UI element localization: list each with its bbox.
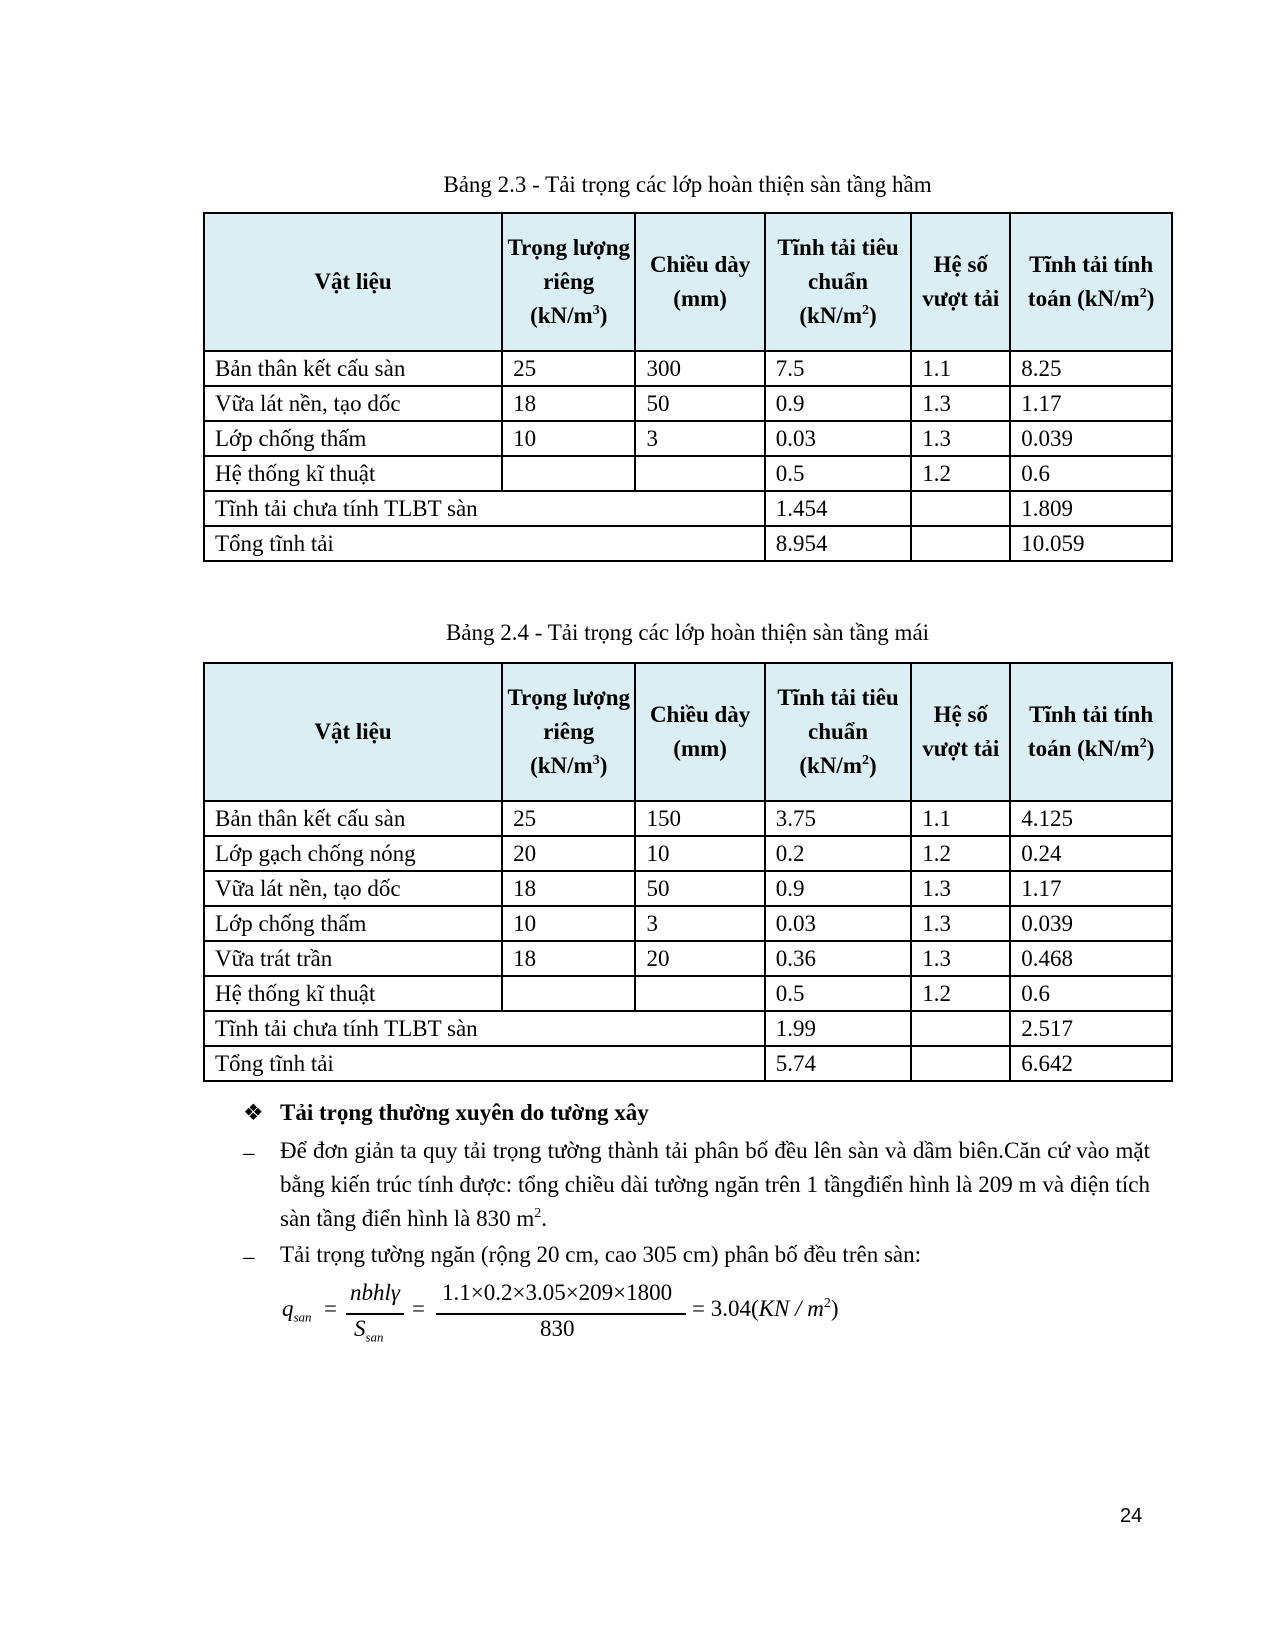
cell: Vữa trát trần	[204, 941, 502, 976]
cell	[911, 1046, 1010, 1081]
cell: 1.2	[911, 836, 1010, 871]
header-design-load: Tĩnh tải tính toán $(kN/m^2)$	[1010, 213, 1172, 351]
header-std-load: Tĩnh tải tiêu chuẩn $(kN/m^2)$	[765, 213, 912, 351]
cell: Hệ thống kĩ thuật	[204, 456, 502, 491]
cell: Tổng tĩnh tải	[204, 526, 765, 561]
cell	[635, 976, 764, 1011]
header-thickness: Chiều dày (mm)	[635, 213, 764, 351]
cell: 18	[502, 941, 635, 976]
cell: 150	[635, 801, 764, 836]
cell: 1.2	[911, 456, 1010, 491]
formula-eq-1: =	[324, 1296, 337, 1321]
cell: 10	[502, 906, 635, 941]
cell: 50	[635, 871, 764, 906]
fraction-bar-2	[436, 1313, 686, 1315]
table-row	[204, 871, 1172, 906]
table-row	[204, 456, 1172, 491]
cell: 3	[635, 421, 764, 456]
cell: 1.17	[1010, 386, 1172, 421]
paragraph-1: Để đơn giản ta quy tải trọng tường thành tải phân bố đều lên sàn và dầm biên.Căn cứ vào mặt bằng kiến trúc tính được: tổng chiều dài tường ngăn trên 1 tầngđiển hình là 209 m và điện tích sàn tầng điển hình là 830 $m^2$.	[280, 1138, 1150, 1231]
cell: 50	[635, 386, 764, 421]
formula-num2: 1.1×0.2×3.05×209×1800	[442, 1280, 673, 1305]
table-row	[204, 526, 1172, 561]
table-row	[204, 351, 1172, 386]
cell: Bản thân kết cấu sàn	[204, 351, 502, 386]
cell: 1.3	[911, 386, 1010, 421]
cell: 1.809	[1010, 491, 1172, 526]
cell: 1.3	[911, 871, 1010, 906]
diamond-bullet-icon: ❖	[243, 1100, 264, 1125]
cell: Vữa lát nền, tạo dốc	[204, 871, 502, 906]
cell: 0.24	[1010, 836, 1172, 871]
cell: Lớp chống thấm	[204, 421, 502, 456]
cell: 0.039	[1010, 906, 1172, 941]
cell: 3	[635, 906, 764, 941]
table-row	[204, 1046, 1172, 1081]
cell	[911, 1011, 1010, 1046]
cell: 0.6	[1010, 456, 1172, 491]
cell: 300	[635, 351, 764, 386]
cell	[635, 456, 764, 491]
cell: 8.954	[765, 526, 912, 561]
wall-load-formula	[282, 1280, 982, 1360]
table-row	[204, 906, 1172, 941]
cell: 1.3	[911, 941, 1010, 976]
formula-lhs: $q_{san}$	[282, 1296, 312, 1325]
table-row	[204, 836, 1172, 871]
cell: 0.5	[765, 456, 912, 491]
page-number: 24	[1120, 1505, 1143, 1527]
header-factor: Hệ số vượt tải	[911, 663, 1010, 801]
cell	[502, 976, 635, 1011]
cell: 1.3	[911, 421, 1010, 456]
cell: 3.75	[765, 801, 912, 836]
cell: 20	[635, 941, 764, 976]
cell: Tổng tĩnh tải	[204, 1046, 765, 1081]
formula-den2: 830	[540, 1316, 575, 1341]
cell: 0.5	[765, 976, 912, 1011]
formula-den1: $S_{san}$	[354, 1316, 384, 1345]
formula-result: = $3.04(KN / m^2)$	[692, 1296, 839, 1321]
fraction-bar-1	[346, 1313, 404, 1315]
table1-header-row	[204, 213, 1172, 351]
paragraph-2: Tải trọng tường ngăn (rộng 20 cm, cao 305 cm) phân bố đều trên sàn:	[280, 1242, 921, 1267]
cell: 1.3	[911, 906, 1010, 941]
table-row	[204, 491, 1172, 526]
table-row	[204, 1011, 1172, 1046]
cell: 1.99	[765, 1011, 912, 1046]
header-std-load: Tĩnh tải tiêu chuẩn $(kN/m^2)$	[765, 663, 912, 801]
table-row	[204, 976, 1172, 1011]
header-unit-weight: Trọng lượng riêng $(kN/m^3)$	[502, 213, 635, 351]
dash-bullet-icon: –	[243, 1244, 255, 1269]
cell: 0.039	[1010, 421, 1172, 456]
table-row	[204, 801, 1172, 836]
cell: Tĩnh tải chưa tính TLBT sàn	[204, 491, 765, 526]
table-row	[204, 421, 1172, 456]
table-row	[204, 941, 1172, 976]
cell	[502, 456, 635, 491]
table1-caption: Bảng 2.3 - Tải trọng các lớp hoàn thiện sàn tầng hầm	[443, 172, 932, 197]
cell: Lớp gạch chống nóng	[204, 836, 502, 871]
formula-eq-2: =	[412, 1296, 425, 1321]
header-unit-weight: Trọng lượng riêng $(kN/m^3)$	[502, 663, 635, 801]
cell: 10	[502, 421, 635, 456]
cell: 0.03	[765, 906, 912, 941]
cell: 5.74	[765, 1046, 912, 1081]
section-heading: Tải trọng thường xuyên do tường xây	[280, 1100, 649, 1125]
header-design-load: Tĩnh tải tính toán $(kN/m^2)$	[1010, 663, 1172, 801]
table2-caption: Bảng 2.4 - Tải trọng các lớp hoàn thiện sàn tầng mái	[445, 620, 930, 645]
cell: 7.5	[765, 351, 912, 386]
cell: 25	[502, 351, 635, 386]
cell: Bản thân kết cấu sàn	[204, 801, 502, 836]
cell: 10	[635, 836, 764, 871]
cell: 6.642	[1010, 1046, 1172, 1081]
cell	[911, 491, 1010, 526]
cell: 25	[502, 801, 635, 836]
table1	[203, 212, 1173, 562]
cell: 1.1	[911, 351, 1010, 386]
header-material: Vật liệu	[204, 663, 502, 801]
cell: 20	[502, 836, 635, 871]
cell: Lớp chống thấm	[204, 906, 502, 941]
cell: 0.6	[1010, 976, 1172, 1011]
header-factor: Hệ số vượt tải	[911, 213, 1010, 351]
cell: 0.9	[765, 386, 912, 421]
cell: 18	[502, 871, 635, 906]
cell: 18	[502, 386, 635, 421]
cell: 1.1	[911, 801, 1010, 836]
dash-bullet-icon: –	[243, 1140, 255, 1165]
formula-num1: nbhlγ	[350, 1280, 400, 1305]
header-thickness: Chiều dày (mm)	[635, 663, 764, 801]
cell: 1.17	[1010, 871, 1172, 906]
cell: 0.03	[765, 421, 912, 456]
table2-header-row	[204, 663, 1172, 801]
cell: 1.2	[911, 976, 1010, 1011]
cell: 8.25	[1010, 351, 1172, 386]
cell: 0.36	[765, 941, 912, 976]
cell: 2.517	[1010, 1011, 1172, 1046]
cell: 0.2	[765, 836, 912, 871]
table-row	[204, 386, 1172, 421]
cell: 1.454	[765, 491, 912, 526]
table2	[203, 662, 1173, 1082]
cell: Vữa lát nền, tạo dốc	[204, 386, 502, 421]
cell: 0.9	[765, 871, 912, 906]
cell: 10.059	[1010, 526, 1172, 561]
cell	[911, 526, 1010, 561]
cell: Tĩnh tải chưa tính TLBT sàn	[204, 1011, 765, 1046]
header-material: Vật liệu	[204, 213, 502, 351]
cell: 0.468	[1010, 941, 1172, 976]
cell: 4.125	[1010, 801, 1172, 836]
cell: Hệ thống kĩ thuật	[204, 976, 502, 1011]
